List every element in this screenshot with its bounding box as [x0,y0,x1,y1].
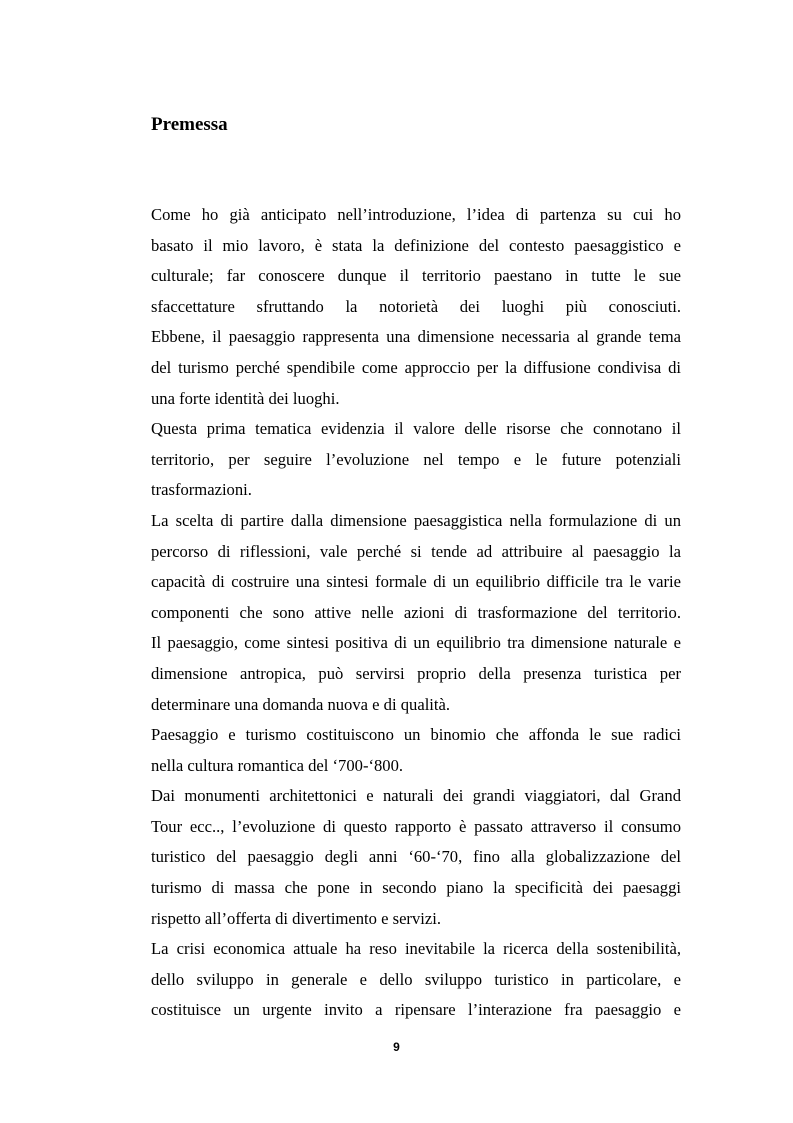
text-line: Il paesaggio, come sintesi positiva di un equilibrio tra dimensione naturale e [151,633,681,653]
text-line: Paesaggio e turismo costituiscono un binomio che affonda le sue radici [151,725,681,745]
text-line: Come ho già anticipato nell’introduzione, l’idea di partenza su cui ho [151,205,681,224]
text-line: una forte identità dei luoghi. [151,388,340,408]
text-line: componenti che sono attive nelle azioni di trasformazione del territorio. [151,602,681,622]
text-line: rispetto all’offerta di divertimento e servizi. [151,908,441,928]
text-line: La scelta di partire dalla dimensione paesaggistica nella formulazione di un [151,510,681,530]
text-line: costituisce un urgente invito a ripensare l’interazione fra paesaggio e [151,1000,681,1020]
text-line: culturale; far conoscere dunque il territorio paestano in tutte le sue [151,266,681,286]
text-line: trasformazioni. [151,480,252,500]
text-line: sfaccettature sfruttando la notorietà dei luoghi più conosciuti. [151,296,681,316]
section-heading: Premessa [151,114,228,135]
text-line: percorso di riflessioni, vale perché si tende ad attribuire al paesaggio la [151,541,681,561]
text-line: turismo di massa che pone in secondo piano la specificità dei paesaggi [151,878,681,898]
text-line: Tour ecc.., l’evoluzione di questo rapporto è passato attraverso il consumo [151,816,681,836]
text-line: determinare una domanda nuova e di qualità. [151,694,451,714]
text-line: dimensione antropica, può servirsi proprio della presenza turistica per [151,663,681,683]
text-line: La crisi economica attuale ha reso inevitabile la ricerca della sostenibilità, [151,939,681,959]
text-line: del turismo perché spendibile come approccio per la diffusione condivisa di [151,357,681,377]
text-line: Questa prima tematica evidenzia il valore delle risorse che connotano il [151,419,681,439]
text-line: territorio, per seguire l’evoluzione nel tempo e le future potenziali [151,449,681,469]
text-line: dello sviluppo in generale e dello sviluppo turistico in particolare, e [151,969,681,989]
text-line: Ebbene, il paesaggio rappresenta una dimensione necessaria al grande tema [151,327,681,347]
text-line: turistico del paesaggio degli anni ‘60-‘70, fino alla globalizzazione del [151,847,681,867]
body-text [151,200,681,1026]
text-line: basato il mio lavoro, è stata la definizione del contesto paesaggistico e [151,235,681,255]
text-line: nella cultura romantica del ‘700-‘800. [151,755,404,775]
text-line: capacità di costruire una sintesi formale di un equilibrio difficile tra le varie [151,572,681,592]
text-line: Dai monumenti architettonici e naturali dei grandi viaggiatori, dal Grand [151,786,681,806]
page-number: 9 [393,1040,400,1054]
